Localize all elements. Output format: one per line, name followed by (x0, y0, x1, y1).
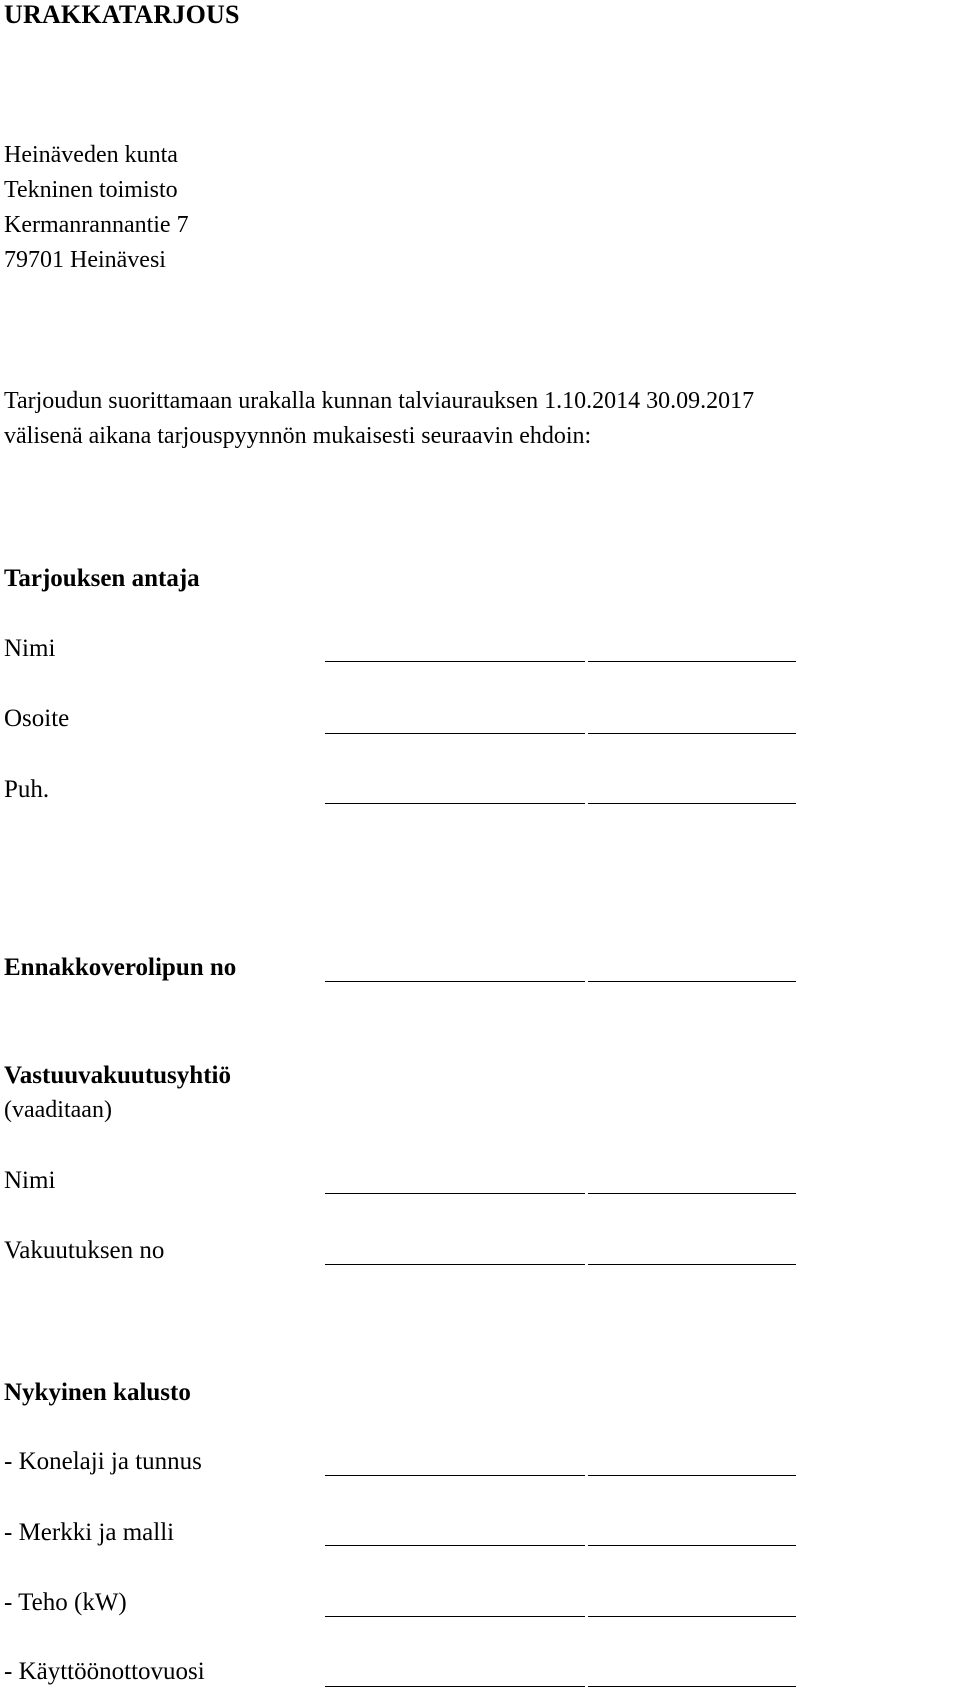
bidder-name-field[interactable] (325, 661, 585, 662)
equipment-power-field[interactable] (325, 1616, 585, 1617)
equipment-power-label: - Teho (kW) (4, 1589, 127, 1616)
document-title: URAKKATARJOUS (4, 0, 240, 29)
equipment-year-label: - Käyttöönottovuosi (4, 1658, 205, 1685)
recipient-line-1: Heinäveden kunta (4, 142, 178, 168)
bidder-name-field-continued[interactable] (588, 661, 796, 662)
equipment-power-field-continued[interactable] (588, 1616, 796, 1617)
equipment-brand-field-continued[interactable] (588, 1545, 796, 1546)
tax-card-field-continued[interactable] (588, 981, 796, 982)
equipment-type-field-continued[interactable] (588, 1475, 796, 1476)
equipment-heading: Nykyinen kalusto (4, 1379, 191, 1406)
recipient-line-2: Tekninen toimisto (4, 177, 178, 203)
equipment-brand-label: - Merkki ja malli (4, 1519, 175, 1546)
bidder-address-field[interactable] (325, 733, 585, 734)
bidder-phone-field-continued[interactable] (588, 803, 796, 804)
insurance-required-note: (vaaditaan) (4, 1097, 112, 1123)
bidder-name-label: Nimi (4, 635, 56, 662)
recipient-line-3: Kermanrannantie 7 (4, 212, 189, 238)
insurance-policy-label: Vakuutuksen no (4, 1237, 165, 1264)
equipment-year-field[interactable] (325, 1686, 585, 1687)
recipient-line-4: 79701 Heinävesi (4, 247, 166, 273)
insurance-name-field[interactable] (325, 1193, 585, 1194)
bidder-phone-field[interactable] (325, 803, 585, 804)
equipment-type-field[interactable] (325, 1475, 585, 1476)
insurance-heading: Vastuuvakuutusyhtiö (4, 1062, 231, 1089)
equipment-brand-field[interactable] (325, 1545, 585, 1546)
insurance-name-field-continued[interactable] (588, 1193, 796, 1194)
bidder-heading: Tarjouksen antaja (4, 565, 200, 592)
tax-card-field[interactable] (325, 981, 585, 982)
intro-line-1: Tarjoudun suorittamaan urakalla kunnan talviaurauksen 1.10.2014 30.09.2017 (4, 388, 755, 414)
bidder-address-field-continued[interactable] (588, 733, 796, 734)
equipment-type-label: - Konelaji ja tunnus (4, 1448, 202, 1475)
tax-card-label: Ennakkoverolipun no (4, 954, 237, 981)
equipment-year-field-continued[interactable] (588, 1686, 796, 1687)
insurance-name-label: Nimi (4, 1167, 56, 1194)
insurance-policy-field-continued[interactable] (588, 1264, 796, 1265)
insurance-policy-field[interactable] (325, 1264, 585, 1265)
intro-line-2: välisenä aikana tarjouspyynnön mukaisesti seuraavin ehdoin: (4, 423, 592, 449)
bidder-address-label: Osoite (4, 705, 70, 732)
bidder-phone-label: Puh. (4, 776, 50, 803)
